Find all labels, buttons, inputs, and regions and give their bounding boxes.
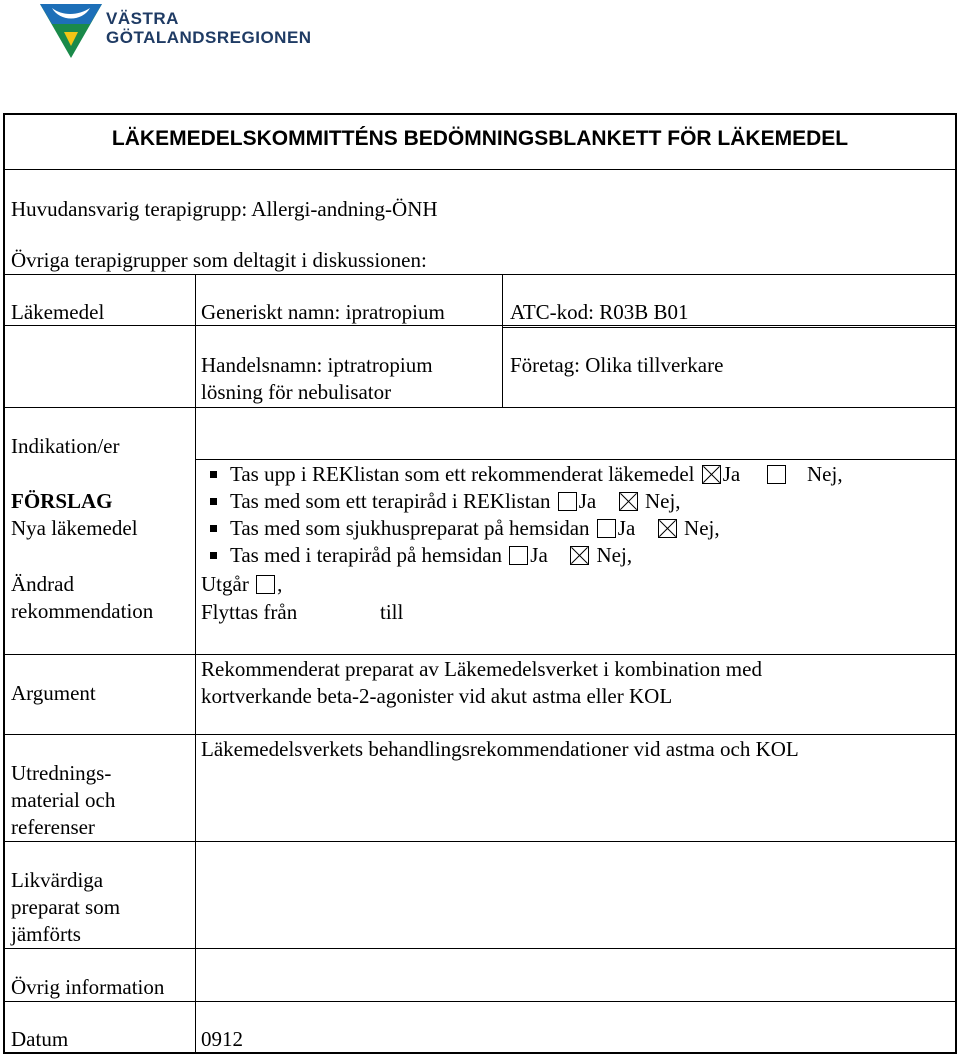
- drug-label: Läkemedel: [11, 300, 105, 324]
- assessment-form: [3, 113, 957, 1054]
- option-yes-checkbox[interactable]: [509, 546, 528, 565]
- company: Företag: Olika tillverkare: [510, 353, 724, 377]
- option-row: [230, 461, 843, 488]
- option-no-checkbox[interactable]: [570, 546, 589, 565]
- no-label: Nej,: [807, 462, 843, 486]
- option-yes-checkbox[interactable]: [558, 492, 577, 511]
- changed-label-1: Ändrad: [11, 572, 74, 596]
- date-label: Datum: [11, 1027, 69, 1051]
- option-no-checkbox[interactable]: [619, 492, 638, 511]
- flyttas-from: Flyttas från: [201, 600, 298, 624]
- yes-label: Ja: [530, 543, 548, 567]
- other-therapy-groups: Övriga terapigrupper som deltagit i diskussionen:: [11, 248, 427, 272]
- yes-label: Ja: [722, 462, 741, 486]
- option-text: Tas med som sjukhuspreparat på hemsidan: [230, 516, 590, 540]
- other-info-label: Övrig information: [11, 975, 165, 999]
- option-yes-checkbox[interactable]: [597, 519, 616, 538]
- no-label: Nej,: [644, 489, 681, 513]
- no-label: Nej,: [684, 516, 720, 540]
- references-text: Läkemedelsverkets behandlingsrekommendationer vid astma och KOL: [201, 737, 799, 761]
- indication-label: Indikation/er: [11, 434, 120, 458]
- option-no-checkbox[interactable]: [658, 519, 677, 538]
- equivalent-label-3: jämförts: [11, 922, 81, 946]
- main-therapy-group: Huvudansvarig terapigrupp: Allergi-andning-ÖNH: [11, 197, 438, 221]
- atc-code: ATC-kod: R03B B01: [510, 300, 689, 324]
- logo-line2: GÖTALANDSREGIONEN: [106, 28, 312, 47]
- new-drugs-label: Nya läkemedel: [11, 516, 138, 540]
- form-title: LÄKEMEDELSKOMMITTÉNS BEDÖMNINGSBLANKETT FÖR LÄKEMEDEL: [111, 127, 849, 150]
- utgar-suffix: ,: [277, 572, 283, 596]
- no-label: Nej,: [596, 543, 633, 567]
- utgar-row: [201, 571, 282, 598]
- equivalent-label-2: preparat som: [11, 895, 121, 919]
- flyttas-to: till: [380, 600, 404, 624]
- equivalent-label-1: Likvärdiga: [11, 868, 104, 892]
- option-text: Tas upp i REKlistan som ett rekommenderat läkemedel: [230, 462, 695, 486]
- forslag-label: FÖRSLAG: [11, 489, 113, 513]
- logo-line1: VÄSTRA: [106, 9, 179, 28]
- references-label-1: Utrednings-: [11, 761, 112, 785]
- option-no-checkbox[interactable]: [767, 465, 786, 484]
- argument-line1: Rekommenderat preparat av Läkemedelsverket i kombination med: [201, 657, 762, 681]
- trade-name-line2: lösning för nebulisator: [201, 380, 392, 404]
- changed-label-2: rekommendation: [11, 599, 154, 623]
- utgar-label: Utgår: [201, 572, 249, 596]
- yes-label: Ja: [617, 516, 636, 540]
- date-value: 0912: [201, 1027, 243, 1051]
- option-text: Tas med som ett terapiråd i REKlistan: [230, 489, 551, 513]
- vgr-logo-icon: [38, 2, 104, 60]
- vgr-logo: [38, 2, 338, 60]
- option-yes-checkbox[interactable]: [702, 465, 721, 484]
- references-label-2: material och: [11, 788, 116, 812]
- option-text: Tas med i terapiråd på hemsidan: [230, 543, 503, 567]
- utgar-checkbox[interactable]: [256, 575, 275, 594]
- trade-name-line1: Handelsnamn: iptratropium: [201, 353, 433, 377]
- option-row: [230, 542, 632, 569]
- argument-label: Argument: [11, 681, 96, 705]
- option-row: [230, 488, 681, 515]
- generic-name: Generiskt namn: ipratropium: [201, 300, 445, 324]
- references-label-3: referenser: [11, 815, 95, 839]
- yes-label: Ja: [578, 489, 597, 513]
- option-row: [230, 515, 720, 542]
- argument-line2: kortverkande beta-2-agonister vid akut astma eller KOL: [201, 684, 673, 708]
